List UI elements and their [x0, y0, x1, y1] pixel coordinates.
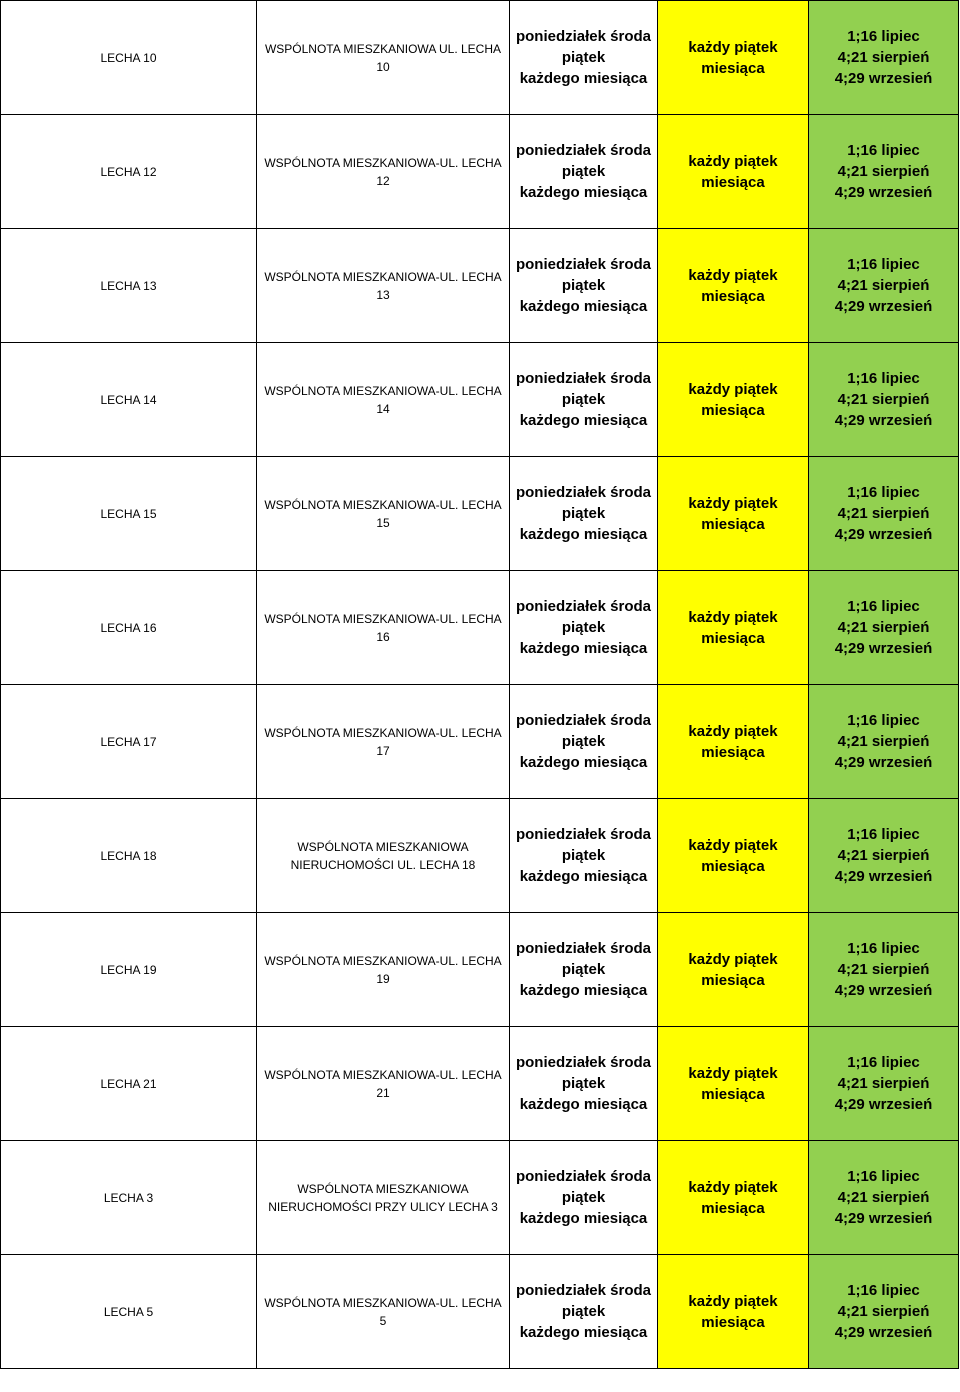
yellow-bin-schedule-cell — [658, 1027, 809, 1141]
green-bin-schedule-cell-text: 1;16 lipiec 4;21 sierpień 4;29 wrzesień — [834, 28, 933, 87]
yellow-bin-schedule-cell — [658, 685, 809, 799]
table-row — [1, 685, 959, 799]
green-bin-schedule-cell — [809, 571, 959, 685]
green-bin-schedule-cell-text: 1;16 lipiec 4;21 sierpień 4;29 wrzesień — [834, 256, 933, 315]
green-bin-schedule-cell-text: 1;16 lipiec 4;21 sierpień 4;29 wrzesień — [834, 598, 933, 657]
mixed-waste-schedule-cell — [510, 1255, 658, 1369]
mixed-waste-schedule-cell — [510, 115, 658, 229]
green-bin-schedule-cell-text: 1;16 lipiec 4;21 sierpień 4;29 wrzesień — [834, 370, 933, 429]
green-bin-schedule-cell — [809, 457, 959, 571]
mixed-waste-schedule-cell-text: poniedziałek środa piątek każdego miesiąca — [515, 1168, 652, 1227]
yellow-bin-schedule-cell-text: każdy piątek miesiąca — [688, 494, 778, 533]
mixed-waste-schedule-cell-text: poniedziałek środa piątek każdego miesiąca — [515, 256, 652, 315]
green-bin-schedule-cell — [809, 685, 959, 799]
green-bin-schedule-cell — [809, 1, 959, 115]
community-name-cell-text: WSPÓLNOTA MIESZKANIOWA UL. LECHA 10 — [264, 41, 502, 74]
address-cell-text: LECHA 12 — [100, 164, 157, 179]
address-cell — [1, 115, 257, 229]
community-name-cell-text: WSPÓLNOTA MIESZKANIOWA-UL. LECHA 13 — [264, 269, 502, 302]
address-cell — [1, 1255, 257, 1369]
table-row — [1, 799, 959, 913]
community-name-cell — [257, 799, 510, 913]
community-name-cell-text: WSPÓLNOTA MIESZKANIOWA-UL. LECHA 15 — [264, 497, 502, 530]
green-bin-schedule-cell-text: 1;16 lipiec 4;21 sierpień 4;29 wrzesień — [834, 940, 933, 999]
address-cell — [1, 571, 257, 685]
table-row — [1, 457, 959, 571]
mixed-waste-schedule-cell — [510, 1, 658, 115]
table-body — [1, 1, 959, 1369]
yellow-bin-schedule-cell — [658, 913, 809, 1027]
yellow-bin-schedule-cell-text: każdy piątek miesiąca — [688, 950, 778, 989]
green-bin-schedule-cell-text: 1;16 lipiec 4;21 sierpień 4;29 wrzesień — [834, 484, 933, 543]
green-bin-schedule-cell — [809, 1255, 959, 1369]
yellow-bin-schedule-cell — [658, 799, 809, 913]
mixed-waste-schedule-cell — [510, 571, 658, 685]
address-cell — [1, 799, 257, 913]
address-cell — [1, 685, 257, 799]
community-name-cell — [257, 1027, 510, 1141]
green-bin-schedule-cell-text: 1;16 lipiec 4;21 sierpień 4;29 wrzesień — [834, 826, 933, 885]
community-name-cell-text: WSPÓLNOTA MIESZKANIOWA-UL. LECHA 19 — [264, 953, 502, 986]
yellow-bin-schedule-cell-text: każdy piątek miesiąca — [688, 38, 778, 77]
address-cell-text: LECHA 19 — [100, 962, 157, 977]
community-name-cell — [257, 457, 510, 571]
address-cell-text: LECHA 10 — [100, 50, 157, 65]
green-bin-schedule-cell-text: 1;16 lipiec 4;21 sierpień 4;29 wrzesień — [834, 1282, 933, 1341]
mixed-waste-schedule-cell-text: poniedziałek środa piątek każdego miesiąca — [515, 28, 652, 87]
yellow-bin-schedule-cell-text: każdy piątek miesiąca — [688, 380, 778, 419]
table-row — [1, 913, 959, 1027]
table-row — [1, 115, 959, 229]
green-bin-schedule-cell-text: 1;16 lipiec 4;21 sierpień 4;29 wrzesień — [834, 1054, 933, 1113]
green-bin-schedule-cell — [809, 913, 959, 1027]
yellow-bin-schedule-cell-text: każdy piątek miesiąca — [688, 266, 778, 305]
yellow-bin-schedule-cell — [658, 115, 809, 229]
community-name-cell-text: WSPÓLNOTA MIESZKANIOWA NIERUCHOMOŚCI PRZY ULICY LECHA 3 — [268, 1181, 498, 1214]
yellow-bin-schedule-cell — [658, 571, 809, 685]
mixed-waste-schedule-cell — [510, 1027, 658, 1141]
community-name-cell — [257, 229, 510, 343]
community-name-cell-text: WSPÓLNOTA MIESZKANIOWA-UL. LECHA 21 — [264, 1067, 502, 1100]
yellow-bin-schedule-cell-text: każdy piątek miesiąca — [688, 1178, 778, 1217]
mixed-waste-schedule-cell — [510, 1141, 658, 1255]
yellow-bin-schedule-cell — [658, 343, 809, 457]
yellow-bin-schedule-cell — [658, 1255, 809, 1369]
yellow-bin-schedule-cell — [658, 1, 809, 115]
mixed-waste-schedule-cell — [510, 229, 658, 343]
community-name-cell-text: WSPÓLNOTA MIESZKANIOWA-UL. LECHA 12 — [264, 155, 502, 188]
yellow-bin-schedule-cell-text: każdy piątek miesiąca — [688, 152, 778, 191]
address-cell-text: LECHA 3 — [103, 1190, 154, 1205]
mixed-waste-schedule-cell — [510, 343, 658, 457]
community-name-cell — [257, 1255, 510, 1369]
yellow-bin-schedule-cell-text: każdy piątek miesiąca — [688, 836, 778, 875]
mixed-waste-schedule-cell — [510, 457, 658, 571]
mixed-waste-schedule-cell-text: poniedziałek środa piątek każdego miesiąca — [515, 598, 652, 657]
mixed-waste-schedule-cell-text: poniedziałek środa piątek każdego miesiąca — [515, 826, 652, 885]
green-bin-schedule-cell — [809, 115, 959, 229]
community-name-cell — [257, 571, 510, 685]
mixed-waste-schedule-cell — [510, 913, 658, 1027]
address-cell-text: LECHA 13 — [100, 278, 157, 293]
green-bin-schedule-cell — [809, 799, 959, 913]
community-name-cell — [257, 685, 510, 799]
mixed-waste-schedule-cell-text: poniedziałek środa piątek każdego miesiąca — [515, 142, 652, 201]
community-name-cell — [257, 1141, 510, 1255]
green-bin-schedule-cell — [809, 229, 959, 343]
table-row — [1, 1141, 959, 1255]
green-bin-schedule-cell — [809, 1141, 959, 1255]
table-row — [1, 229, 959, 343]
mixed-waste-schedule-cell-text: poniedziałek środa piątek każdego miesiąca — [515, 712, 652, 771]
address-cell-text: LECHA 16 — [100, 620, 157, 635]
community-name-cell-text: WSPÓLNOTA MIESZKANIOWA-UL. LECHA 14 — [264, 383, 502, 416]
community-name-cell — [257, 343, 510, 457]
mixed-waste-schedule-cell-text: poniedziałek środa piątek każdego miesiąca — [515, 1054, 652, 1113]
green-bin-schedule-cell — [809, 1027, 959, 1141]
community-name-cell-text: WSPÓLNOTA MIESZKANIOWA NIERUCHOMOŚCI UL. LECHA 18 — [290, 839, 476, 872]
address-cell — [1, 457, 257, 571]
table-row — [1, 571, 959, 685]
green-bin-schedule-cell-text: 1;16 lipiec 4;21 sierpień 4;29 wrzesień — [834, 142, 933, 201]
yellow-bin-schedule-cell — [658, 1141, 809, 1255]
green-bin-schedule-cell — [809, 343, 959, 457]
community-name-cell-text: WSPÓLNOTA MIESZKANIOWA-UL. LECHA 16 — [264, 611, 502, 644]
mixed-waste-schedule-cell — [510, 799, 658, 913]
community-name-cell — [257, 913, 510, 1027]
yellow-bin-schedule-cell-text: każdy piątek miesiąca — [688, 608, 778, 647]
table-row — [1, 1255, 959, 1369]
yellow-bin-schedule-cell-text: każdy piątek miesiąca — [688, 1292, 778, 1331]
community-name-cell — [257, 1, 510, 115]
community-name-cell-text: WSPÓLNOTA MIESZKANIOWA-UL. LECHA 5 — [264, 1295, 502, 1328]
yellow-bin-schedule-cell — [658, 457, 809, 571]
mixed-waste-schedule-cell-text: poniedziałek środa piątek każdego miesiąca — [515, 940, 652, 999]
mixed-waste-schedule-cell-text: poniedziałek środa piątek każdego miesiąca — [515, 484, 652, 543]
yellow-bin-schedule-cell — [658, 229, 809, 343]
mixed-waste-schedule-cell-text: poniedziałek środa piątek każdego miesiąca — [515, 370, 652, 429]
address-cell — [1, 1027, 257, 1141]
table-row — [1, 343, 959, 457]
address-cell-text: LECHA 17 — [100, 734, 157, 749]
address-cell — [1, 229, 257, 343]
address-cell-text: LECHA 21 — [100, 1076, 157, 1091]
yellow-bin-schedule-cell-text: każdy piątek miesiąca — [688, 1064, 778, 1103]
green-bin-schedule-cell-text: 1;16 lipiec 4;21 sierpień 4;29 wrzesień — [834, 712, 933, 771]
address-cell — [1, 1141, 257, 1255]
address-cell — [1, 343, 257, 457]
community-name-cell-text: WSPÓLNOTA MIESZKANIOWA-UL. LECHA 17 — [264, 725, 502, 758]
table-row — [1, 1027, 959, 1141]
address-cell-text: LECHA 18 — [100, 848, 157, 863]
address-cell — [1, 913, 257, 1027]
community-name-cell — [257, 115, 510, 229]
mixed-waste-schedule-cell — [510, 685, 658, 799]
address-cell-text: LECHA 14 — [100, 392, 157, 407]
mixed-waste-schedule-cell-text: poniedziałek środa piątek każdego miesiąca — [515, 1282, 652, 1341]
green-bin-schedule-cell-text: 1;16 lipiec 4;21 sierpień 4;29 wrzesień — [834, 1168, 933, 1227]
address-cell-text: LECHA 5 — [103, 1304, 154, 1319]
address-cell — [1, 1, 257, 115]
table-row — [1, 1, 959, 115]
address-cell-text: LECHA 15 — [100, 506, 157, 521]
yellow-bin-schedule-cell-text: każdy piątek miesiąca — [688, 722, 778, 761]
